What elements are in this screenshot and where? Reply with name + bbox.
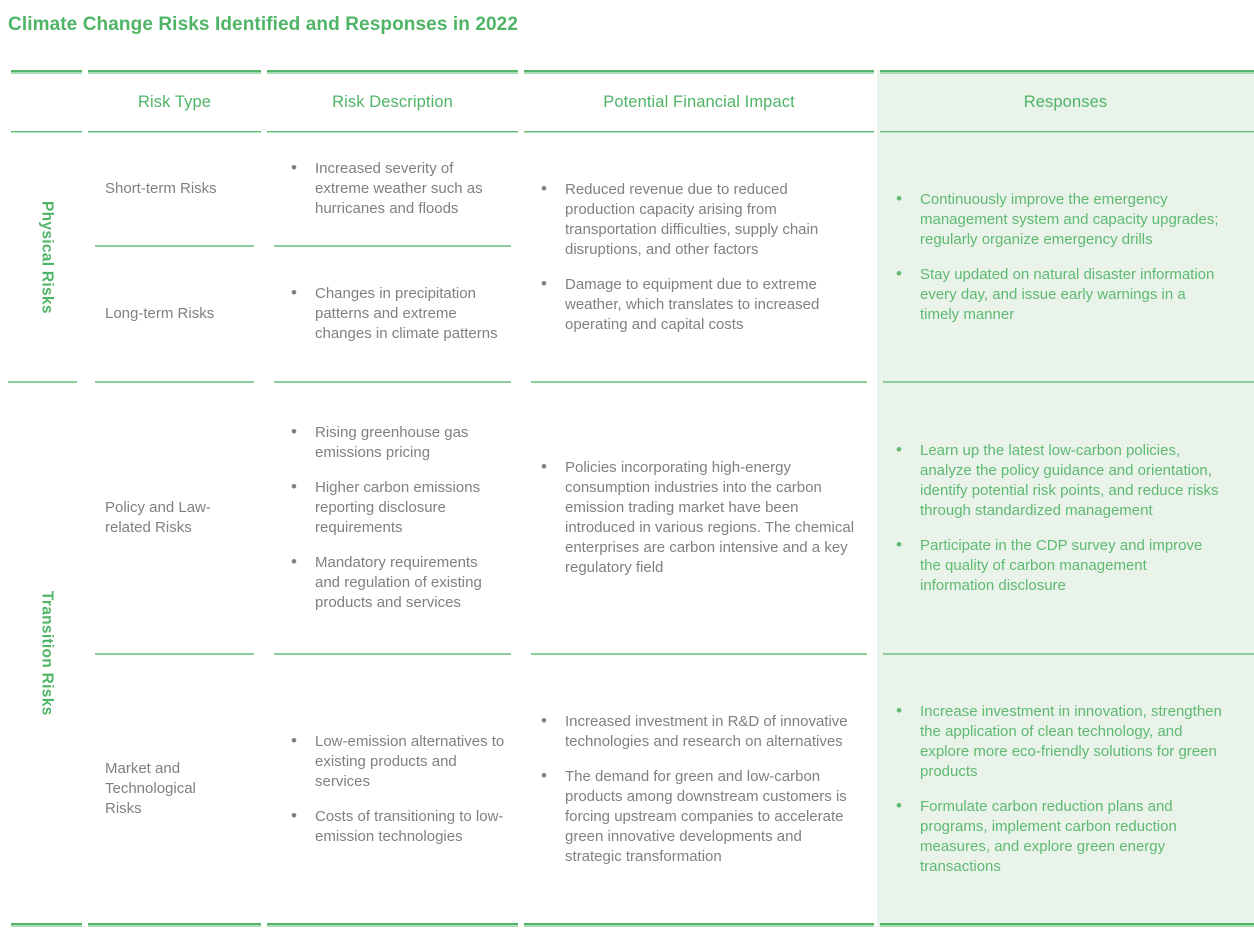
bottom-rule-segment [88,923,261,927]
bullet-item: • Continuously improve the emergency management system and capacity upgrades; regularly organize emergency drills [895,190,1222,250]
bullet-item: • Increased investment in R&D of innovative technologies and research on alternatives [540,712,855,752]
bullet-item: • Higher carbon emissions reporting disclosure requirements [290,478,505,538]
bullet-item: • Increase investment in innovation, strengthen the application of clean technology, and explore more eco-friendly solutions for green products [895,702,1222,782]
risk-type-long-term: Long-term Risks [105,305,215,322]
bullet-item: • Costs of transitioning to low-emission technologies [290,807,505,847]
responses-list [877,383,1254,653]
bullet-item: • Formulate carbon reduction plans and programs, implement carbon reduction measures, and explore green energy transactions [895,797,1222,877]
bullet-item: • Low-emission alternatives to existing products and services [290,732,505,792]
responses-list [877,655,1254,923]
page-title: Climate Change Risks Identified and Responses in 2022 [8,14,519,35]
bullet-item: • Stay updated on natural disaster information every day, and issue early warnings in a timely manner [895,265,1222,325]
bullet-item: • Policies incorporating high-energy consumption industries into the carbon emission trading market have been introduced in various regions. The chemical enterprises are carbon intensive and a key regulatory field [540,458,855,578]
bottom-rule-segment [524,923,874,927]
risk-type-policy-law: Policy and Law-related Risks [105,499,211,536]
financial-impact-list [521,383,877,653]
risk-description-list [264,133,521,245]
financial-impact-list [521,655,877,923]
bottom-rule-segment [880,923,1254,927]
risk-description-list [264,383,521,653]
climate-risk-table [8,70,1254,927]
bullet-item: • Learn up the latest low-carbon policies, analyze the policy guidance and orientation, identify potential risk points, and reduce risks through standardized management [895,441,1222,521]
column-header-financial-impact: Potential Financial Impact [603,93,795,111]
bullet-item: • Mandatory requirements and regulation of existing products and services [290,553,505,613]
bottom-rule-segment [11,923,82,927]
climate-risk-page [0,14,1254,927]
risk-description-list [264,655,521,923]
bullet-item: • Rising greenhouse gas emissions pricing [290,423,505,463]
bullet-item: • Increased severity of extreme weather such as hurricanes and floods [290,159,505,219]
bullet-item: • The demand for green and low-carbon products among downstream customers is forcing upstream companies to accelerate green innovative developments and strategic transformation [540,767,855,867]
column-header-risk-type: Risk Type [137,93,212,111]
bullet-item: • Participate in the CDP survey and improve the quality of carbon management information disclosure [895,536,1222,596]
bullet-item: • Reduced revenue due to reduced production capacity arising from transportation difficulties, supply chain disruptions, and other factors [540,180,855,260]
group-label-physical-risks [8,133,85,381]
column-header-risk-description: Risk Description [332,93,453,111]
risk-description-list [264,247,521,381]
financial-impact-list [521,133,877,381]
column-header-responses: Responses [1023,93,1108,111]
group-label-text: Transition Risks [38,590,56,716]
bullet-item: • Changes in precipitation patterns and extreme changes in climate patterns [290,284,505,344]
group-label-text: Physical Risks [38,200,56,314]
bottom-rule-segment [267,923,518,927]
group-label-transition-risks [8,383,85,923]
responses-list [877,133,1254,381]
risk-type-short-term: Short-term Risks [105,180,217,197]
risk-type-market-technological: Market and Technological Risks [105,760,196,817]
bullet-item: • Damage to equipment due to extreme weather, which translates to increased operating and capital costs [540,275,855,335]
top-rule-segment [11,70,82,74]
